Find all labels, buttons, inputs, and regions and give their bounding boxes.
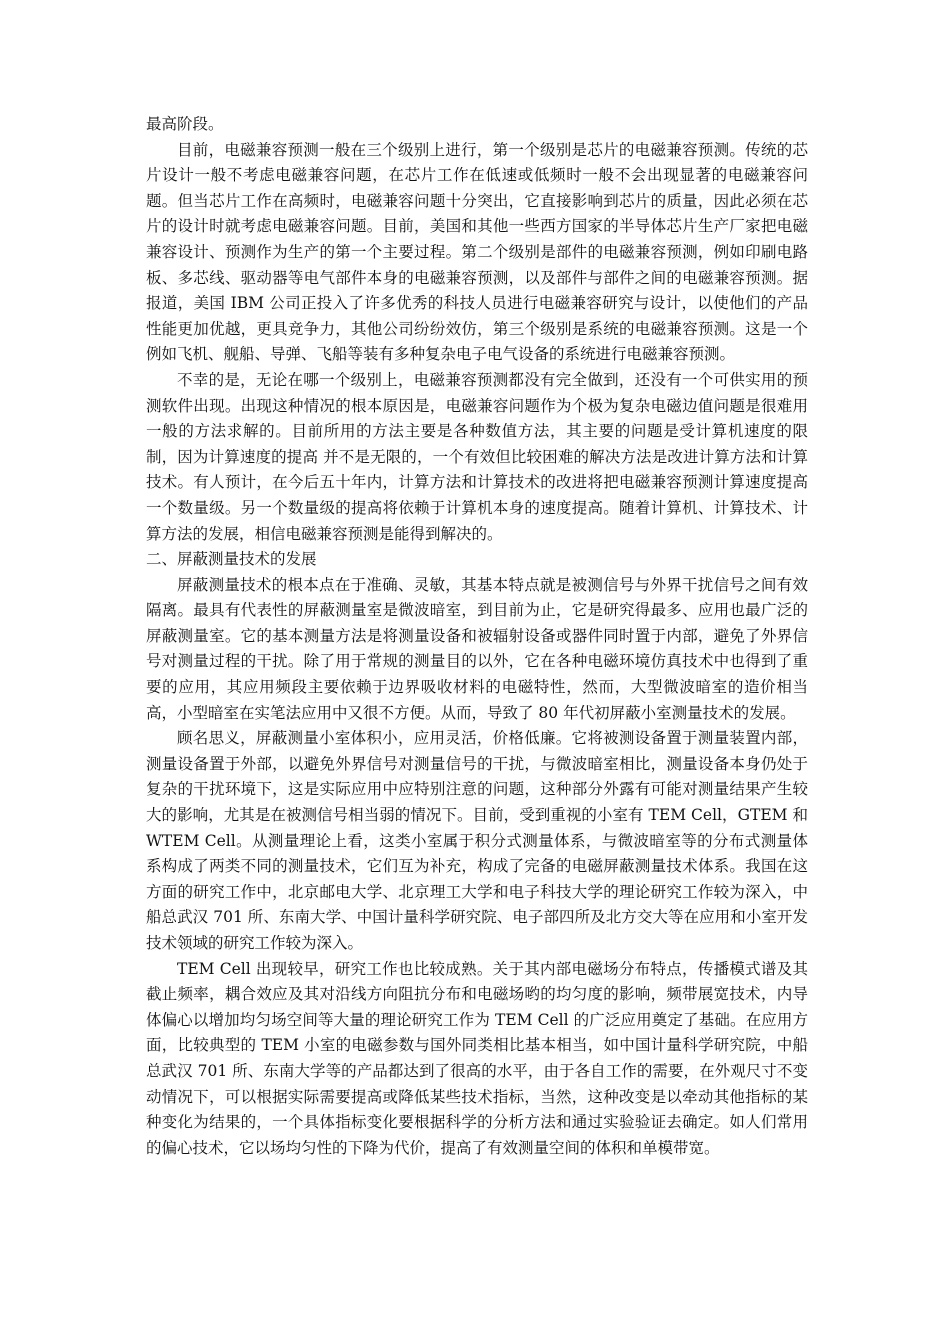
paragraph-tem-cell: TEM Cell 出现较早，研究工作也比较成熟。关于其内部电磁场分布特点，传播模式谱及其截止频率，耦合效应及其对沿线方向阻抗分布和电磁场哟的均匀度的影响，频带展宽技术，内导体偏心以增加均匀场空间等大量的理论研究工作为 TEM Cell 的广泛应用奠定了基础。在应用方面，比较典型的 TEM 小室的电磁参数与国外同类相比基本相当，如中国计量科学研究院，中船总武汉 701 所、东南大学等的产品都达到了很高的水平，由于各自工作的需要，在外观尺寸不变动情况下，可以根据实际需要提高或降低某些技术指标，当然，这种改变是以牵动其他指标的某种变化为结果的，一个具体指标变化要根据科学的分析方法和通过实验验证去确定。如人们常用的偏心技术，它以场均匀性的下降为代价，提高了有效测量空间的体积和单模带宽。 (146, 959, 808, 1157)
paragraph-shielding-basics: 屏蔽测量技术的根本点在于准确、灵敏，其基本特点就是被测信号与外界干扰信号之间有效隔离。最具有代表性的屏蔽测量室是微波暗室，到目前为止，它是研究得最多、应用也最广泛的屏蔽测量室。它的基本测量方法是将测量设备和被辐射设备或器件同时置于内部，避免了外界信号对测量过程的干扰。除了用于常规的测量目的以外，它在各种电磁环境仿真技术中也得到了重要的应用，其应用频段主要依赖于边界吸收材料的电磁特性，然而，大型微波暗室的造价相当高，小型暗室在实笔法应用中又很不方便。从而，导致了 80 年代初屏蔽小室测量技术的发展。 (146, 575, 808, 722)
paragraph-emc-prediction-levels: 目前，电磁兼容预测一般在三个级别上进行，第一个级别是芯片的电磁兼容预测。传统的芯片设计一般不考虑电磁兼容问题，在芯片工作在低速或低频时一般不会出现显著的电磁兼容问题。但当芯片工作在高频时，电磁兼容问题十分突出，它直接影响到芯片的质量，因此必须在芯片的设计时就考虑电磁兼容问题。目前，美国和其他一些西方国家的半导体芯片生产厂家把电磁兼容设计、预测作为生产的第一个主要过程。第二个级别是部件的电磁兼容预测，例如印刷电路板、多芯线、驱动器等电气部件本身的电磁兼容预测，以及部件与部件之间的电磁兼容预测。据报道，美国 IBM 公司正投入了许多优秀的科技人员进行电磁兼容研究与设计，以使他们的产品性能更加优越，更具竞争力，其他公司纷纷效仿，第三个级别是系统的电磁兼容预测。这是一个例如飞机、舰船、导弹、飞船等装有多种复杂电子电气设备的系统进行电磁兼容预测。 (146, 140, 808, 364)
lead-text: 最高阶段。 (146, 115, 224, 133)
paragraph-emc-prediction-challenges: 不幸的是，无论在哪一个级别上，电磁兼容预测都没有完全做到，还没有一个可供实用的预测软件出现。出现这种情况的根本原因是，电磁兼容问题作为个极为复杂电磁边值问题是很难用一般的方法求解的。目前所用的方法主要是各种数值方法，其主要的问题是受计算机速度的限制，因为计算速度的提高 并不是无限的，一个有效但比较困难的解决方法是改进计算方法和计算技术。有人预计，在今后五十年内，计算方法和计算技术的改进将把电磁兼容预测计算速度提高一个数量级。另一个数量级的提高将依赖于计算机本身的速度提高。随着计算机、计算技术、计算方法的发展，相信电磁兼容预测是能得到解决的。 (146, 370, 808, 543)
document-page (146, 112, 808, 1161)
section-heading: 二、屏蔽测量技术的发展 (146, 550, 317, 569)
paragraph-shielded-cells: 顾名思义，屏蔽测量小室体积小，应用灵活，价格低廉。它将被测设备置于测量装置内部，测量设备置于外部，以避免外界信号对测量信号的干扰，与微波暗室相比，测量设备本身仍处于复杂的干扰环境下，这是实际应用中应特别注意的问题，这种部分外露有可能对测量结果产生较大的影响，尤其是在被测信号相当弱的情况下。目前，受到重视的小室有 TEM Cell，GTEM 和 WTEM Cell。从测量理论上看，这类小室属于积分式测量体系，与微波暗室等的分布式测量体系构成了两类不同的测量技术，它们互为补充，构成了完备的电磁屏蔽测量技术体系。我国在这方面的研究工作中，北京邮电大学、北京理工大学和电子科技大学的理论研究工作较为深入，中船总武汉 701 所、东南大学、中国计量科学研究院、电子部四所及北方交大等在应用和小室开发技术领域的研究工作较为深入。 (146, 729, 808, 952)
